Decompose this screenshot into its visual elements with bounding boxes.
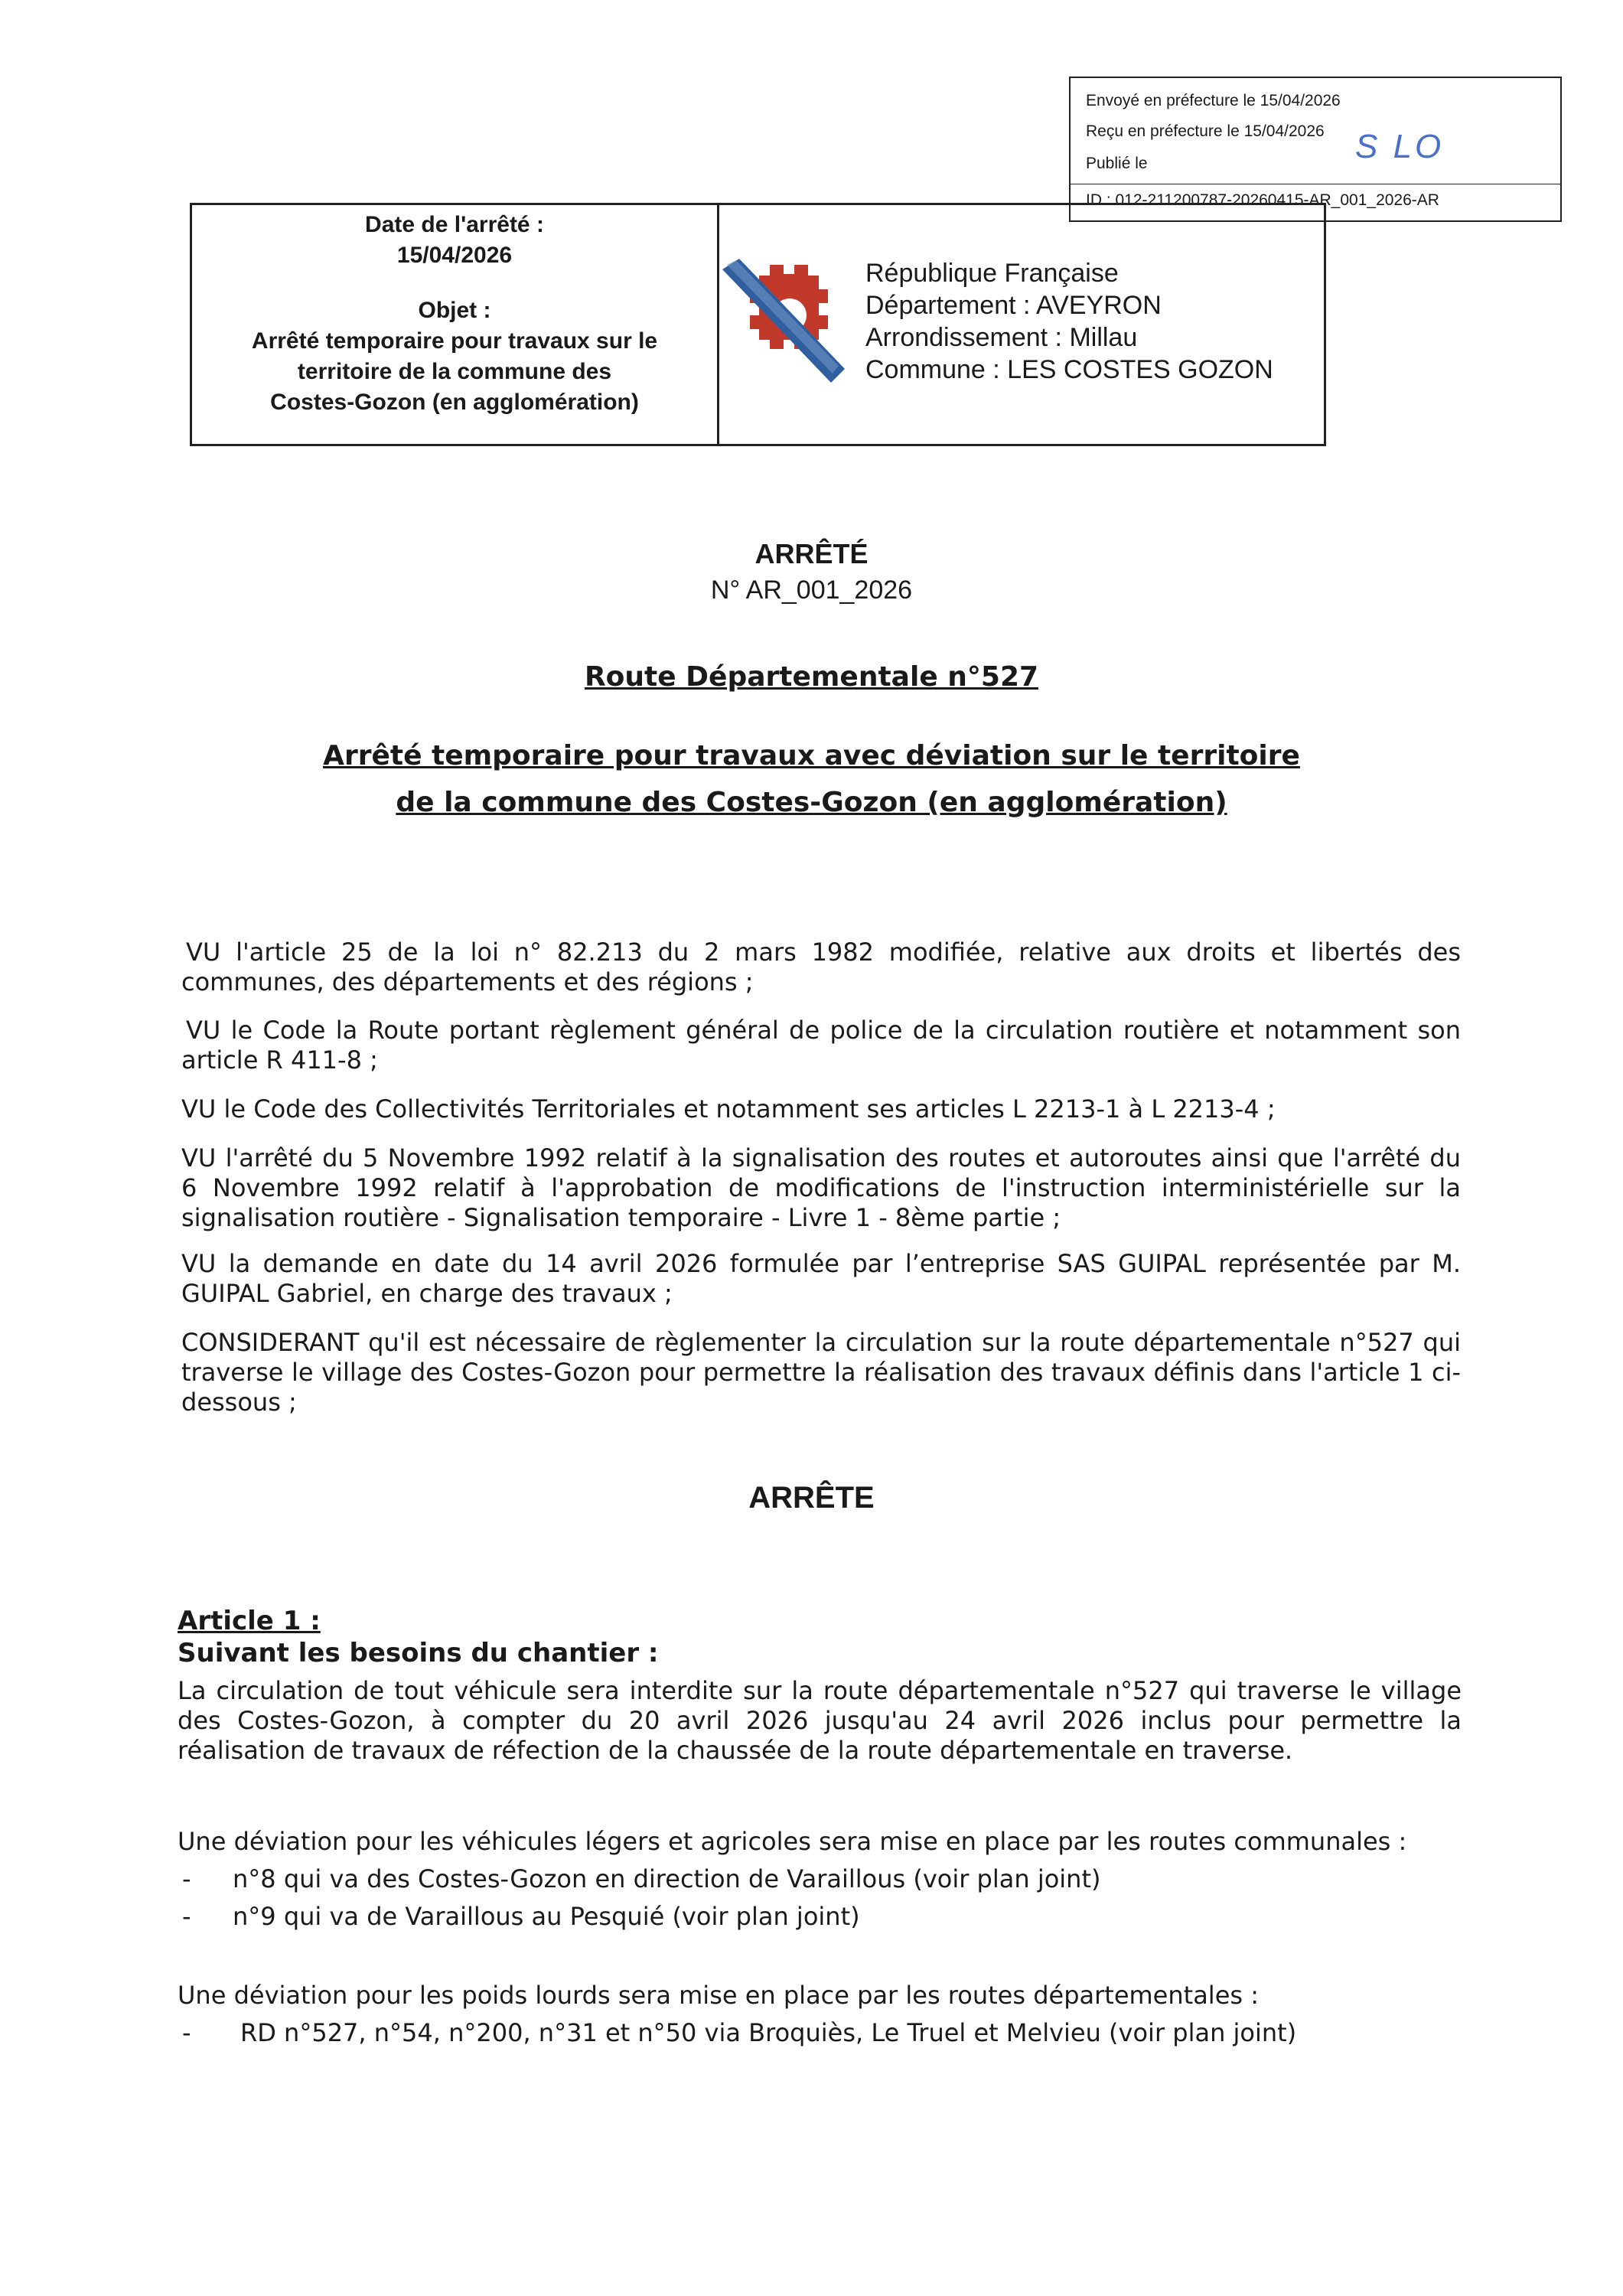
paragraph-line: VU l'arrêté du 5 Novembre 1992 relatif à la signalisation des routes et autoroutes ainsi que l'arrêté du [181,1143,1461,1172]
vu-code-route [181,1016,1461,1075]
paragraph-line: La circulation de tout véhicule sera interdite sur la route départementale n°527 qui traverse le village [178,1676,1462,1705]
vu-arrete-1992 [181,1143,1461,1233]
bullet-dash: - [182,1902,191,1931]
vu-loi-82-213 [181,938,1461,997]
paragraph-line: 6 Novembre 1992 relatif à l'approbation de modifications de l'instruction interministérielle sur la [181,1173,1461,1202]
stamp-publie: Publié le [1086,155,1148,172]
paragraph-line: GUIPAL Gabriel, en charge des travaux ; [181,1279,673,1308]
paragraph-line: Une déviation pour les poids lourds sera mise en place par les routes départementales : [178,1981,1259,2010]
object-title-line1: Arrêté temporaire pour travaux avec déviation sur le territoire [323,740,1300,771]
objet-line: Costes-Gozon (en agglomération) [270,390,639,415]
paragraph-line: VU le Code des Collectivités Territoriales et notamment ses articles L 2213-1 à L 2213-4 ; [181,1094,1276,1124]
stamp-envoye: Envoyé en préfecture le 15/04/2026 [1086,92,1341,109]
paragraph-line: des Costes-Gozon, à compter du 20 avril 2026 jusqu'au 24 avril 2026 inclus pour permettre la [178,1706,1462,1735]
paragraph-line: traverse le village des Costes-Gozon pour permettre la réalisation des travaux définis dans l'article 1 ci- [181,1358,1461,1387]
arrondissement-label: Arrondissement : Millau [865,323,1138,352]
paragraph-line: VU la demande en date du 14 avril 2026 formulée par l’entreprise SAS GUIPAL représentée par M. [181,1249,1461,1278]
commune-label: Commune : LES COSTES GOZON [865,355,1273,384]
list-item-text: n°9 qui va de Varaillous au Pesquié (voir plan joint) [233,1902,860,1931]
paragraph-line: VU le Code la Route portant règlement général de police de la circulation routière et notamment son [186,1016,1461,1045]
bullet-dash: - [182,2018,191,2047]
paragraph-line: communes, des départements et des régions ; [181,967,754,996]
considerant [181,1328,1461,1417]
article-1-title: Article 1 : [178,1606,321,1636]
paragraph-line: VU l'article 25 de la loi n° 82.213 du 2 mars 1982 modifiée, relative aux droits et libertés des [186,938,1461,967]
paragraph-line: réalisation de travaux de réfection de la chaussée de la route départementale en traverse. [178,1736,1293,1765]
list-item-text: n°8 qui va des Costes-Gozon en direction de Varaillous (voir plan joint) [233,1864,1101,1893]
paragraph-line: article R 411-8 ; [181,1045,378,1075]
stamp-recu: Reçu en préfecture le 15/04/2026 [1086,122,1325,140]
paragraph-line: Une déviation pour les véhicules légers et agricoles sera mise en place par les routes communales : [178,1827,1407,1856]
commune-crest-icon [716,254,850,407]
paragraph-line: dessous ; [181,1388,297,1417]
republique-label: République Française [865,259,1119,288]
arrete-heading: ARRÊTE [748,1481,875,1515]
objet-line: territoire de la commune des [297,359,612,384]
departement-label: Département : AVEYRON [865,291,1162,320]
deviation-pl-intro [178,1981,1462,2011]
arrete-title: ARRÊTÉ [754,538,869,569]
paragraph-line: CONSIDERANT qu'il est nécessaire de règlementer la circulation sur la route départementale n°527 qui [181,1328,1461,1357]
date-label: Date de l'arrêté : [365,212,544,237]
prefecture-stamp [1069,77,1562,222]
handwritten-signature: S LO [1355,128,1445,165]
header-table [190,203,1326,446]
vu-demande-guipal [181,1249,1461,1309]
paragraph-line: signalisation routière - Signalisation temporaire - Livre 1 - 8ème partie ; [181,1203,1061,1232]
list-item-text: RD n°527, n°54, n°200, n°31 et n°50 via Broquiès, Le Truel et Melvieu (voir plan joint) [240,2018,1297,2047]
route-title: Route Départementale n°527 [584,661,1039,693]
stamp-id: ID : 012-211200787-20260415-AR_001_2026-AR [1086,191,1439,209]
article-1-paragraph [178,1676,1462,1766]
vu-code-collectivites [181,1094,1461,1124]
article-1-subtitle: Suivant les besoins du chantier : [178,1638,659,1668]
header-right-cell [865,257,1273,386]
objet-text [192,326,717,418]
deviation-vl-intro [178,1827,1462,1857]
objet-line: Arrêté temporaire pour travaux sur le [251,328,658,354]
date-value: 15/04/2026 [396,243,513,268]
bullet-dash: - [182,1864,191,1893]
object-title-line2: de la commune des Costes-Gozon (en agglomération) [396,787,1227,818]
objet-label: Objet : [418,298,491,323]
arrete-number: N° AR_001_2026 [710,576,913,605]
